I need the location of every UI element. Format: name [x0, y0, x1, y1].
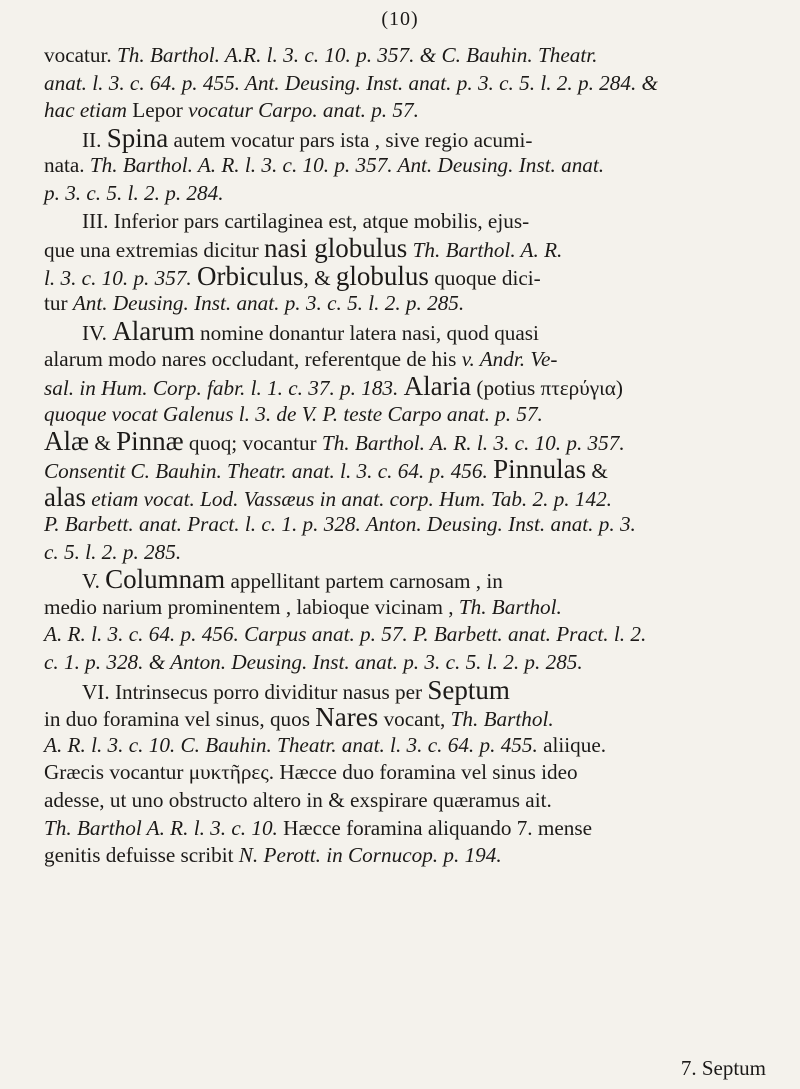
text-line-27 [44, 759, 766, 787]
text-run: nata. [44, 153, 90, 178]
citation-text: c. 1. p. 328. & Anton. Deusing. Inst. anat. p. 3. c. 5. l. 2. p. 285. [44, 650, 583, 675]
citation-text: p. 3. c. 5. l. 2. p. 284. [44, 180, 224, 205]
text-run: quoq; vocantur [183, 431, 322, 456]
text-line-10 [44, 290, 766, 318]
text-run: alarum modo nares occludant, referentque de his [44, 346, 462, 371]
text-run: appellitant partem carnosam , in [225, 569, 503, 594]
citation-text: vocatur Carpo. anat. p. 57. [188, 98, 419, 123]
text-run: que una extremias dicitur [44, 238, 265, 263]
text-run: genitis defuisse scribit [44, 843, 239, 868]
citation-text: c. 5. l. 2. p. 285. [44, 539, 182, 564]
emphasized-term: nasi globulus [264, 233, 408, 264]
text-run: autem vocatur pars ista , sive regio acumi- [168, 127, 533, 152]
text-run: IV. [82, 320, 113, 345]
text-line-19 [44, 539, 766, 567]
text-run: adesse, ut uno obstructo altero in & exspirare quæramus ait. [44, 788, 552, 813]
text-run: Lepor [126, 98, 189, 123]
text-line-25 [44, 704, 766, 732]
text-line-22 [44, 621, 766, 649]
text-run: nomine donantur latera nasi, quod quasi [194, 320, 539, 345]
emphasized-term: Alaria [403, 371, 472, 402]
text-run: Hæcce foramina aliquando 7. mense [277, 815, 593, 840]
text-line-3 [44, 97, 766, 125]
text-line-2 [44, 70, 766, 98]
text-line-1 [44, 42, 766, 70]
text-line-30 [44, 842, 766, 870]
text-line-13 [44, 373, 766, 401]
citation-text: A. R. l. 3. c. 64. p. 456. Carpus anat. p. 57. P. Barbett. anat. Pract. l. 2. [44, 622, 647, 647]
text-run: III. Inferior pars cartilaginea est, atque mobilis, ejus- [82, 208, 530, 233]
emphasized-term: Nares [315, 702, 379, 733]
text-run: in duo foramina vel sinus, quos [44, 707, 316, 732]
text-line-5 [44, 152, 766, 180]
page-number: (10) [381, 8, 419, 30]
text-run: aliique. [537, 732, 607, 757]
text-run: medio narium prominentem , labioque vicinam , [44, 594, 459, 619]
paragraph-iv-line-1 [44, 315, 766, 346]
text-run: & [89, 431, 117, 456]
citation-text: Ant. Deusing. Inst. anat. p. 3. c. 5. l. 2. p. 285. [72, 291, 465, 316]
text-line-18 [44, 511, 766, 539]
text-line-21 [44, 594, 766, 622]
emphasized-term: Pinnulas [493, 453, 587, 484]
emphasized-term: Orbiculus [197, 260, 304, 291]
text-line-23 [44, 649, 766, 677]
citation-text: Th. Barthol A. R. l. 3. c. 10. [44, 815, 278, 840]
text-run: , & [303, 265, 336, 290]
text-line-29 [44, 815, 766, 843]
text-line-16 [44, 453, 766, 484]
text-run: quoque dici- [428, 265, 541, 290]
citation-text: Th. Barthol. [450, 707, 554, 732]
emphasized-term: Septum [427, 674, 510, 705]
citation-text: anat. l. 3. c. 64. p. 455. Ant. Deusing. Inst. anat. p. 3. c. 5. l. 2. p. 284. & [44, 70, 659, 95]
text-line-15 [44, 428, 766, 456]
emphasized-term: Alæ [44, 426, 90, 457]
text-line-6 [44, 180, 766, 208]
citation-text: Th. Barthol. [458, 594, 562, 619]
text-line-14 [44, 401, 766, 429]
text-run: VI. Intrinsecus porro dividitur nasus per [82, 679, 428, 704]
text-run: Græcis vocantur μυκτῆρες. Hæcce duo foramina vel sinus ideo [44, 760, 578, 785]
citation-text: Th. Barthol. A.R. l. 3. c. 10. p. 357. & C. Bauhin. Theatr. [116, 43, 598, 67]
citation-text: etiam vocat. Lod. Vassæus in anat. corp. Hum. Tab. 2. p. 142. [91, 486, 612, 511]
text-run: vocant, [378, 707, 451, 732]
text-run: II. [82, 127, 107, 152]
emphasized-term: Pinnæ [116, 426, 184, 457]
citation-text: A. R. l. 3. c. 10. C. Bauhin. Theatr. anat. l. 3. c. 64. p. 455. [44, 732, 538, 757]
citation-text: N. Perott. in Cornucop. p. 194. [238, 843, 502, 868]
paragraph-v-line-1 [44, 566, 766, 594]
text-line-12 [44, 346, 766, 374]
citation-text: v. Andr. Ve- [461, 346, 558, 371]
citation-text: quoque vocat Galenus l. 3. de V. P. teste Carpo anat. p. 57. [44, 401, 543, 426]
text-run: (potius πτερύγια) [471, 376, 623, 401]
citation-text: sal. in Hum. Corp. fabr. l. 1. c. 37. p. 183. [44, 376, 404, 401]
citation-text: hac etiam [44, 98, 127, 123]
paragraph-iii-line-1 [44, 208, 766, 236]
citation-text: l. 3. c. 10. p. 357. [44, 265, 198, 290]
citation-text: Th. Barthol. A. R. l. 3. c. 10. p. 357. [321, 431, 625, 456]
emphasized-term: globulus [335, 260, 429, 291]
body-text [44, 42, 766, 870]
catchword: 7. Septum [680, 1056, 766, 1080]
text-run: & [586, 458, 608, 483]
text-line-8 [44, 235, 766, 263]
citation-text: Th. Barthol. A. R. l. 3. c. 10. p. 357. Ant. Deusing. Inst. anat. [89, 153, 605, 178]
citation-text: Consentit C. Bauhin. Theatr. anat. l. 3. c. 64. p. 456. [44, 458, 494, 483]
text-run: vocatur. [44, 43, 117, 67]
text-line-28 [44, 787, 766, 815]
emphasized-term: Columnam [105, 564, 226, 595]
text-line-9 [44, 260, 766, 291]
emphasized-term: Spina [106, 122, 169, 153]
text-line-26 [44, 732, 766, 760]
text-run: V. [82, 569, 106, 594]
emphasized-term: Alarum [112, 315, 195, 346]
text-run: tur [44, 291, 73, 316]
citation-text: Th. Barthol. A. R. [412, 238, 563, 263]
citation-text: P. Barbett. anat. Pract. l. c. 1. p. 328. Anton. Deusing. Inst. anat. p. 3. [44, 512, 636, 537]
emphasized-term: alas [44, 481, 86, 512]
paragraph-ii-line-1 [44, 122, 766, 153]
text-line-17 [44, 481, 766, 512]
paragraph-vi-line-1 [44, 674, 766, 705]
